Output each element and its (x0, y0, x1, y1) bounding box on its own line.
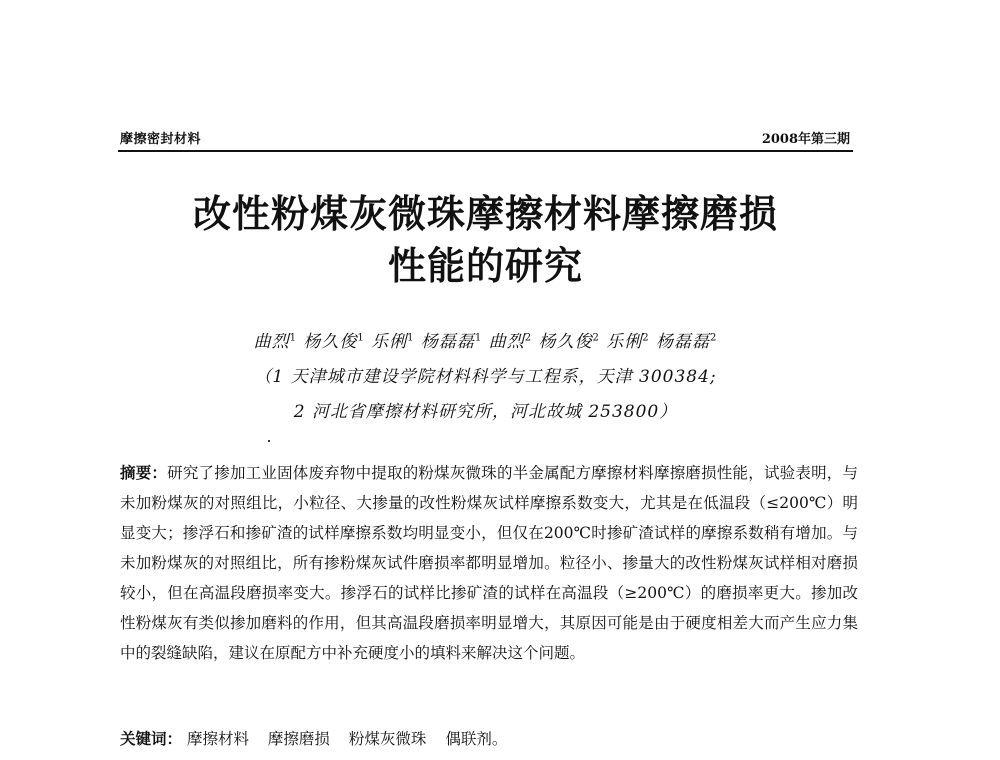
author-name: 杨磊磊 (656, 332, 711, 352)
paper-title (118, 188, 853, 292)
author-affiliation-mark: 1 (407, 332, 415, 344)
issue-label: 2008年第三期 (761, 132, 850, 147)
abstract-text: 研究了掺加工业固体废弃物中提取的粉煤灰微珠的半金属配方摩擦材料摩擦磨损性能，试验表明，与未加粉煤灰的对照组比，小粒径、大掺量的改性粉煤灰试样摩擦系数变大，尤其是在低温段（≤200℃）明显变大；掺浮石和掺矿渣的试样摩擦系数均明显变小，但仅在200℃时掺矿渣试样的摩擦系数稍有增加。与未加粉煤灰的对照组比，所有掺粉煤灰试件磨损率都明显增加。粒径小、掺量大的改性粉煤灰试样相对磨损较小，但在高温段磨损率变大。掺浮石的试样比掺矿渣的试样在高温段（≥200℃）的磨损率更大。掺加改性粉煤灰有类似掺加磨料的作用，但其高温段磨损率明显增大，其原因可能是由于硬度相差大而产生应力集中的裂缝缺陷，建议在原配方中补充硬度小的填料来解决这个问题。 (120, 464, 858, 662)
author-affiliation-mark: 2 (642, 332, 650, 344)
author-name: 乐俐 (371, 332, 408, 352)
author-name: 杨久俊 (538, 332, 593, 352)
author-name: 杨久俊 (303, 332, 358, 352)
author-affiliation-mark: 2 (524, 332, 533, 344)
keyword-item: 粉煤灰微珠 (348, 730, 427, 748)
author-affiliation-mark: 1 (474, 332, 483, 344)
title-line-2: 性能的研究 (387, 244, 583, 288)
author-affiliation-mark: 2 (710, 332, 718, 344)
keyword-item: 摩擦磨损 (267, 730, 330, 748)
abstract-paragraph (120, 458, 858, 668)
journal-name: 摩擦密封材料 (120, 132, 202, 147)
author-name: 曲烈 (253, 332, 290, 352)
author-name: 乐俐 (606, 332, 643, 352)
header-divider (118, 150, 853, 152)
author-name: 曲烈 (488, 332, 525, 352)
keywords-label: 关键词： (120, 730, 183, 748)
scan-speck (268, 440, 270, 442)
affiliation-line-1: （1 天津城市建设学院材料科学与工程系，天津 300384; (254, 367, 717, 387)
title-line-1: 改性粉煤灰微珠摩擦材料摩擦磨损 (192, 192, 778, 236)
author-list (118, 327, 853, 352)
keyword-item: 偶联剂。 (445, 730, 508, 748)
author-affiliation-mark: 2 (592, 332, 600, 344)
abstract-label: 摘要： (120, 464, 168, 482)
author-affiliation-mark: 1 (357, 332, 365, 344)
keywords-line (120, 724, 858, 754)
affiliation-line-2: 2 河北省摩擦材料研究所，河北故城 253800） (293, 402, 678, 422)
author-affiliation-mark: 1 (289, 332, 297, 344)
keyword-item: 摩擦材料 (186, 730, 249, 748)
author-name: 杨磊磊 (420, 332, 475, 352)
